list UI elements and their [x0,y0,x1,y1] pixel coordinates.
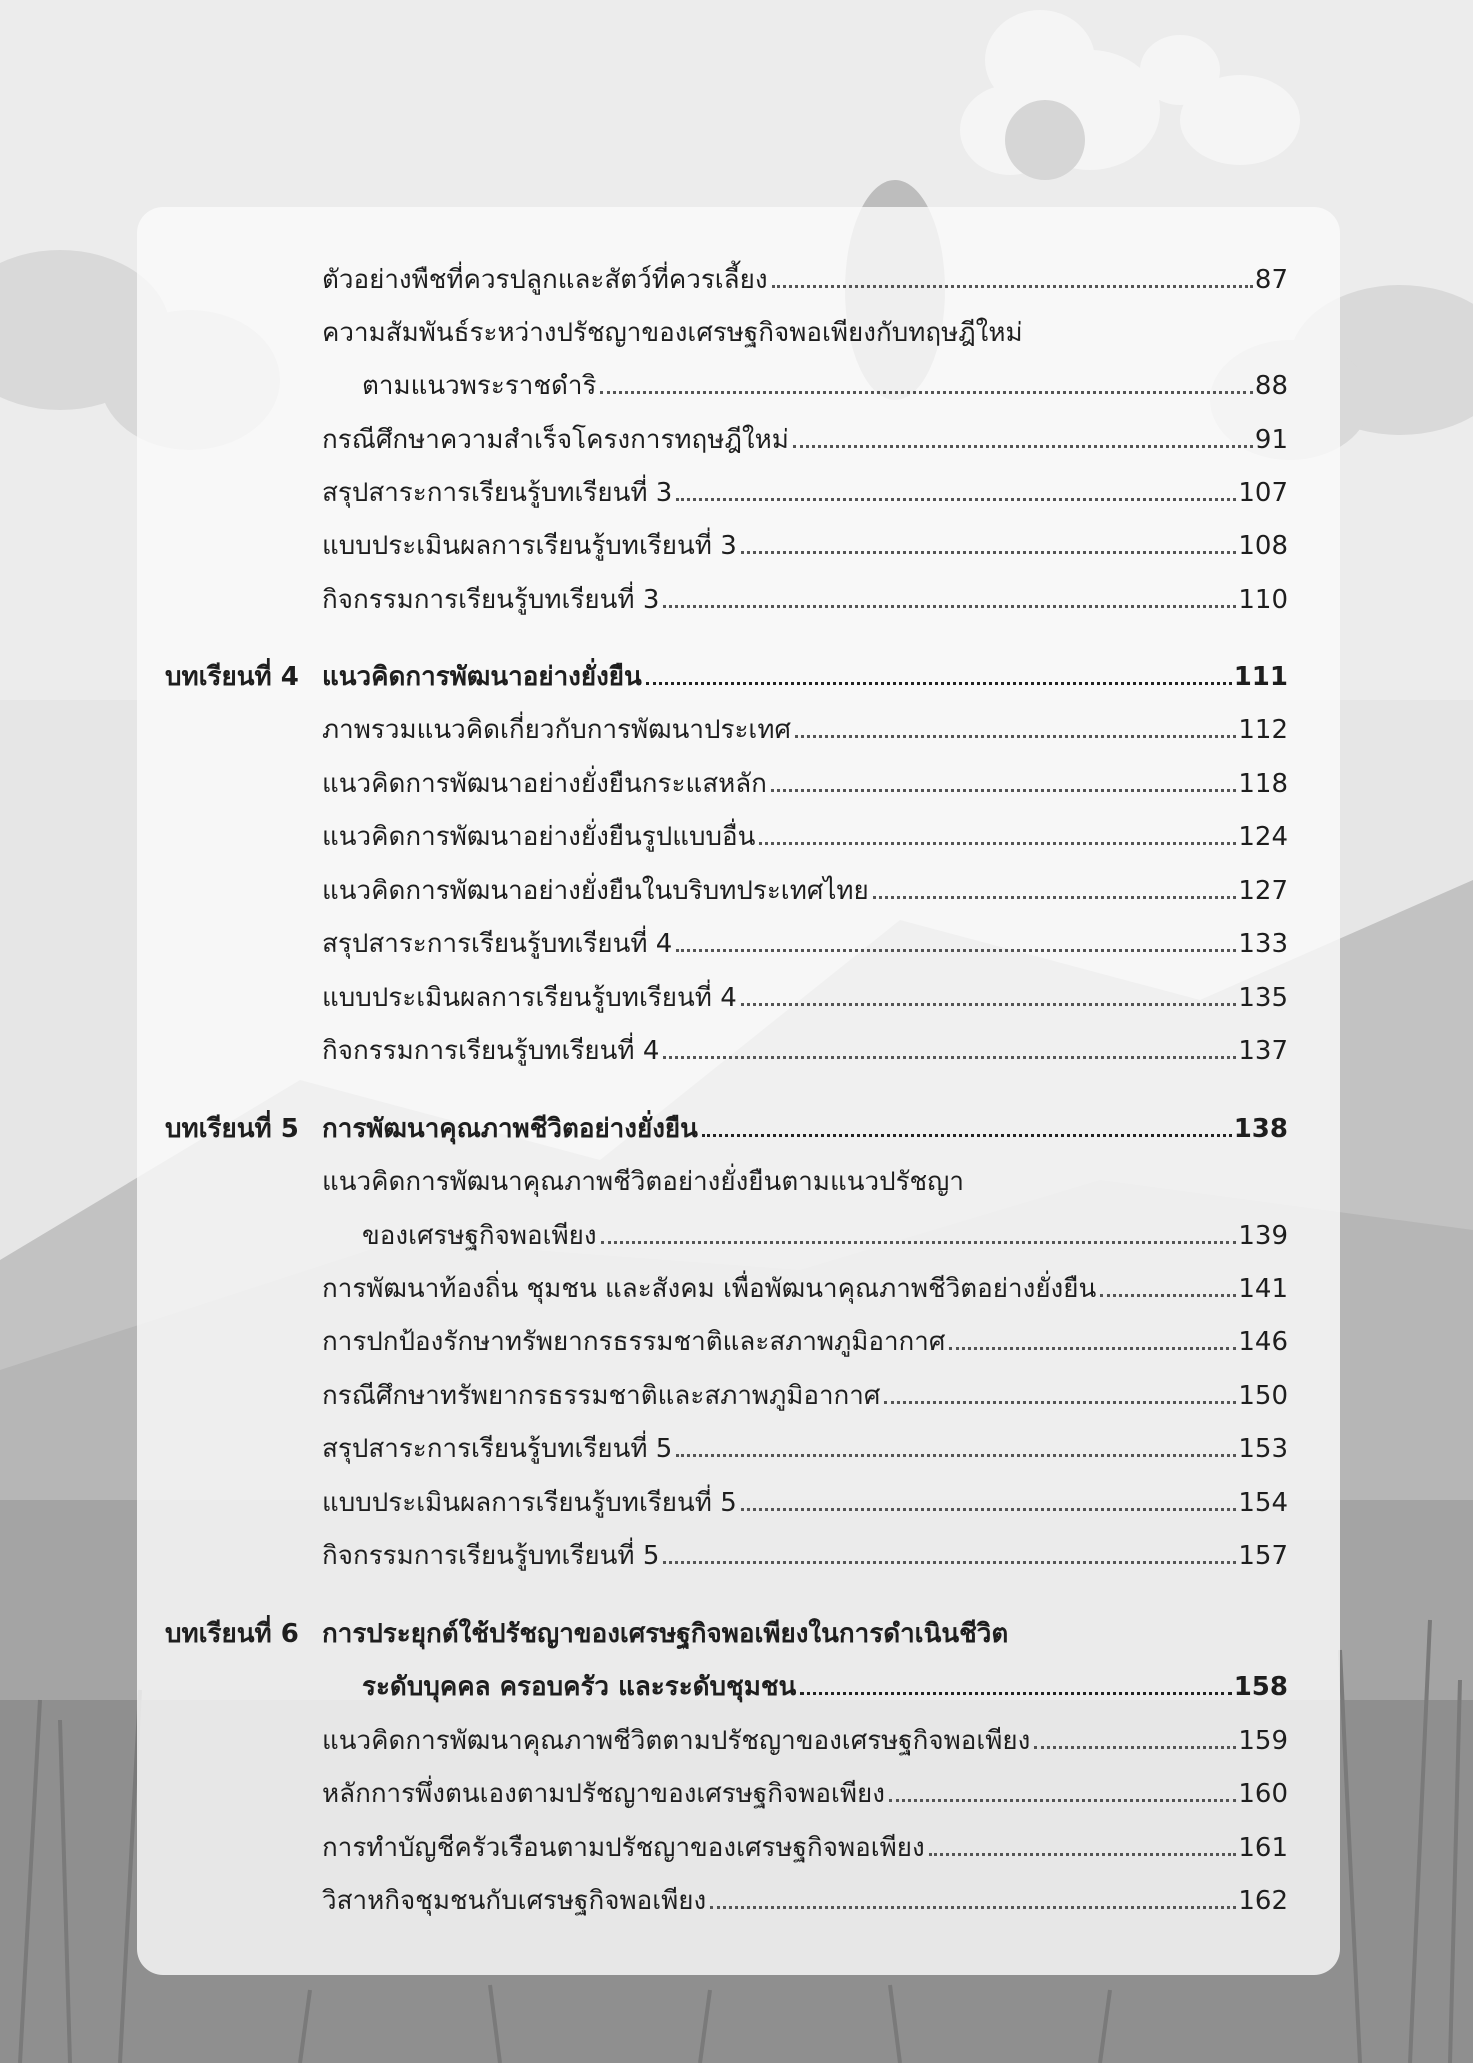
toc-dot-leader [646,682,1232,685]
toc-entry-title: ตามแนวพระราชดำริ [362,371,597,401]
toc-page-number: 160 [1238,1779,1288,1809]
toc-entry-title: กรณีศึกษาความสำเร็จโครงการทฤษฎีใหม่ [322,425,789,455]
toc-dot-leader [873,896,1237,899]
toc-page-number: 118 [1238,769,1288,799]
toc-dot-leader [676,949,1236,952]
toc-dot-leader [759,842,1236,845]
toc-dot-leader [793,445,1253,448]
toc-page-number: 88 [1254,371,1288,401]
toc-page-number: 108 [1238,531,1288,561]
toc-dot-leader [1034,1746,1236,1749]
toc-page-number: 162 [1238,1886,1288,1916]
toc-entry-title: ตัวอย่างพืชที่ควรปลูกและสัตว์ที่ควรเลี้ยง [322,265,768,295]
toc-page-number: 133 [1238,929,1288,959]
toc-entry-title: สรุปสาระการเรียนรู้บทเรียนที่ 5 [322,1434,673,1464]
toc-dot-leader [1100,1294,1236,1297]
toc-entry-title: กิจกรรมการเรียนรู้บทเรียนที่ 5 [322,1541,660,1571]
toc-entry-title: วิสาหกิจชุมชนกับเศรษฐกิจพอเพียง [322,1886,707,1916]
toc-row [0,965,1473,1015]
toc-dot-leader [929,1853,1237,1856]
toc-entry-title: แบบประเมินผลการเรียนรู้บทเรียนที่ 3 [322,531,737,561]
toc-dot-leader [949,1347,1236,1350]
toc-entry-title: แนวคิดการพัฒนาอย่างยั่งยืนในบริบทประเทศไทย [322,876,869,906]
toc-row [0,460,1473,510]
toc-page-number: 137 [1238,1036,1288,1066]
toc-page-number: 107 [1238,478,1288,508]
toc-row [0,513,1473,563]
toc-entry-title: หลักการพึ่งตนเองตามปรัชญาของเศรษฐกิจพอเพียง [322,1779,885,1809]
toc-page-number: 157 [1238,1541,1288,1571]
toc-entry-title: ภาพรวมแนวคิดเกี่ยวกับการพัฒนาประเทศ [322,715,791,745]
toc-page-number: 111 [1233,662,1288,692]
toc-dot-leader [676,498,1236,501]
toc-row [0,407,1473,457]
toc-page-number: 153 [1238,1434,1288,1464]
toc-entry-title: กิจกรรมการเรียนรู้บทเรียนที่ 3 [322,585,660,615]
toc-dot-leader [741,551,1237,554]
toc-entry-title: แบบประเมินผลการเรียนรู้บทเรียนที่ 4 [322,983,737,1013]
toc-row [0,1654,1473,1704]
toc-page-number: 124 [1238,822,1288,852]
toc-row [0,1363,1473,1413]
toc-page-number: 127 [1238,876,1288,906]
toc-entry-title: แนวคิดการพัฒนาคุณภาพชีวิตอย่างยั่งยืนตามแนวปรัชญา [322,1167,964,1197]
toc-page-number: 112 [1238,715,1288,745]
toc-row [0,1149,1473,1199]
toc-chapter-row [0,1096,1473,1146]
toc-entry-title: สรุปสาระการเรียนรู้บทเรียนที่ 4 [322,929,673,959]
toc-dot-leader [702,1134,1232,1137]
toc-chapter-number: บทเรียนที่ 5 [165,1114,299,1144]
toc-row [0,751,1473,801]
toc-dot-leader [663,1056,1236,1059]
toc-dot-leader [795,735,1236,738]
toc-entry-title: กรณีศึกษาทรัพยากรธรรมชาติและสภาพภูมิอากาศ [322,1381,881,1411]
toc-row [0,1868,1473,1918]
toc-page-number: 139 [1238,1221,1288,1251]
toc-row [0,1761,1473,1811]
toc-dot-leader [800,1692,1231,1695]
toc-dot-leader [771,789,1236,792]
toc-row [0,1203,1473,1253]
toc-entry-title: การประยุกต์ใช้ปรัชญาของเศรษฐกิจพอเพียงในการดำเนินชีวิต [322,1619,1009,1649]
toc-page-number: 91 [1254,425,1288,455]
toc-row [0,1523,1473,1573]
toc-row [0,1470,1473,1520]
toc-dot-leader [741,1003,1237,1006]
toc-dot-leader [889,1799,1236,1802]
toc-page-number: 158 [1233,1672,1288,1702]
toc-page-number: 138 [1233,1114,1288,1144]
toc-chapter-row [0,644,1473,694]
toc-entry-title: การพัฒนาคุณภาพชีวิตอย่างยั่งยืน [322,1114,698,1144]
toc-entry-title: แบบประเมินผลการเรียนรู้บทเรียนที่ 5 [322,1488,737,1518]
toc-page-number: 161 [1238,1833,1288,1863]
toc-row [0,1256,1473,1306]
toc-row [0,353,1473,403]
toc-row [0,567,1473,617]
toc-dot-leader [663,1561,1236,1564]
toc-entry-title: แนวคิดการพัฒนาคุณภาพชีวิตตามปรัชญาของเศรษฐกิจพอเพียง [322,1726,1031,1756]
toc-row [0,911,1473,961]
toc-dot-leader [601,1241,1237,1244]
toc-entry-title: ระดับบุคคล ครอบครัว และระดับชุมชน [362,1672,797,1702]
toc-page-number: 110 [1238,585,1288,615]
toc-row [0,1708,1473,1758]
toc-page-number: 141 [1238,1274,1288,1304]
toc-entry-title: แนวคิดการพัฒนาอย่างยั่งยืนรูปแบบอื่น [322,822,756,852]
toc-row [0,1815,1473,1865]
toc-row [0,1309,1473,1359]
toc-entry-title: การปกป้องรักษาทรัพยากรธรรมชาติและสภาพภูมิอากาศ [322,1327,946,1357]
toc-row [0,300,1473,350]
toc-row [0,1018,1473,1068]
toc-page-number: 150 [1238,1381,1288,1411]
toc-page-number: 154 [1238,1488,1288,1518]
toc-entry-title: กิจกรรมการเรียนรู้บทเรียนที่ 4 [322,1036,660,1066]
toc-row [0,247,1473,297]
toc-entry-title: ของเศรษฐกิจพอเพียง [362,1221,597,1251]
toc-entry-title: แนวคิดการพัฒนาอย่างยั่งยืน [322,662,642,692]
toc-dot-leader [741,1508,1237,1511]
toc-chapter-number: บทเรียนที่ 6 [165,1619,299,1649]
toc-dot-leader [710,1906,1236,1909]
toc-page-number: 135 [1238,983,1288,1013]
toc-page-number: 146 [1238,1327,1288,1357]
toc-row [0,858,1473,908]
toc-entry-title: แนวคิดการพัฒนาอย่างยั่งยืนกระแสหลัก [322,769,767,799]
toc-dot-leader [663,605,1236,608]
toc-row [0,804,1473,854]
toc-row [0,1416,1473,1466]
toc-dot-leader [772,285,1253,288]
toc-entry-title: การทำบัญชีครัวเรือนตามปรัชญาของเศรษฐกิจพอเพียง [322,1833,925,1863]
toc-row [0,697,1473,747]
toc-chapter-row [0,1601,1473,1651]
toc-dot-leader [600,391,1252,394]
toc-page-number: 159 [1238,1726,1288,1756]
toc-chapter-number: บทเรียนที่ 4 [165,662,299,692]
toc-dot-leader [676,1454,1236,1457]
toc-page-number: 87 [1254,265,1288,295]
toc-entry-title: ความสัมพันธ์ระหว่างปรัชญาของเศรษฐกิจพอเพียงกับทฤษฎีใหม่ [322,318,1023,348]
toc-dot-leader [884,1401,1236,1404]
toc-entry-title: สรุปสาระการเรียนรู้บทเรียนที่ 3 [322,478,673,508]
toc-entry-title: การพัฒนาท้องถิ่น ชุมชน และสังคม เพื่อพัฒนาคุณภาพชีวิตอย่างยั่งยืน [322,1274,1097,1304]
